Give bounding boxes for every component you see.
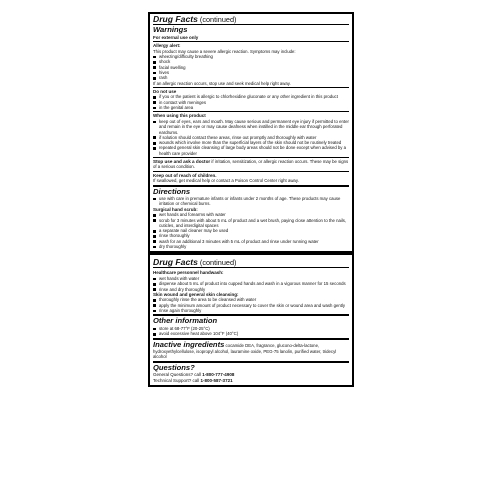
- divider: [153, 111, 349, 112]
- list-item: dispense about 5 mL of product into cupped hands and wash in a vigorous manner for 15 seconds: [153, 281, 349, 286]
- allergy-alert-text: This product may cause a severe allergic reaction. Symptoms may include:: [153, 48, 296, 54]
- healthcare-handwash-title: Healthcare personnel handwash:: [153, 270, 224, 276]
- drug-facts-header: [153, 257, 349, 268]
- directions-title: Directions: [153, 186, 191, 196]
- stop-use-text: if irritation, sensitization, or allergic reaction occurs. These may be signs of a serious condition.: [153, 159, 349, 170]
- technical-support-label: Technical Support? call: [153, 377, 200, 383]
- stop-use-title: Stop use and ask a doctor: [153, 159, 211, 165]
- allergy-alert-title: Allergy alert:: [153, 43, 181, 49]
- general-questions-phone: 1-800-777-4908: [202, 372, 235, 378]
- list-item: hives: [153, 70, 349, 75]
- list-item: wounds which involve more than the superficial layers of the skin should not be routinely treated: [153, 140, 349, 145]
- list-item: if solution should contact these areas, rinse out promptly and thoroughly with water: [153, 135, 349, 140]
- list-item: store at 68-77°F (20-25°C): [153, 326, 349, 331]
- list-item: in contact with meninges: [153, 100, 349, 105]
- list-item: scrub for 3 minutes with about 5 mL of product and a wet brush, paying close attention to the nails, cuticles, and interdigital spaces: [153, 218, 349, 229]
- list-item: wet hands and forearms with water: [153, 212, 349, 217]
- skin-cleansing-title: Skin wound and general skin cleansing:: [153, 291, 239, 297]
- list-item: dry thoroughly: [153, 244, 349, 249]
- inactive-ingredients-text: cocamide DEA, fragrance, glucono-delta-lactone, hydroxyethylcellulose, isopropyl alcohol, lauramine oxide, PEG-75 lanolin, purified water, tridecyl alcohol: [153, 342, 337, 360]
- drug-facts-continued: (continued): [199, 15, 237, 24]
- questions-title: Questions?: [153, 362, 195, 372]
- drug-facts-title: Drug Facts: [153, 14, 198, 24]
- list-item: apply the minimum amount of product necessary to cover the skin or wound area and wash gently: [153, 303, 349, 308]
- section-break: [150, 251, 352, 255]
- list-item: rinse thoroughly: [153, 233, 349, 238]
- inactive-ingredients-title: Inactive ingredients: [153, 339, 225, 349]
- do-not-use-title: Do not use: [153, 88, 177, 94]
- list-item: wheezing/difficulty breathing: [153, 54, 349, 59]
- list-item: use with care in premature infants or infants under 2 months of age. These products may cause irritation or chemical burns.: [153, 196, 349, 207]
- drug-facts-panel: [148, 12, 354, 387]
- list-item: wet hands with water: [153, 276, 349, 281]
- inactive-ingredients-block: [153, 341, 349, 360]
- surgical-scrub-title: Surgical hand scrub:: [153, 206, 198, 212]
- list-item: repeated general skin cleansing of large body areas should not be done except when advised by a health care provider: [153, 145, 349, 156]
- list-item: shock: [153, 59, 349, 64]
- warnings-title: Warnings: [153, 25, 188, 34]
- allergy-after-text: If an allergic reaction occurs, stop use and seek medical help right away.: [153, 80, 291, 86]
- keep-out-text: If swallowed, get medical help or contact a Poison Control Center right away.: [153, 178, 299, 184]
- drug-facts-header: [153, 14, 349, 25]
- list-item: wash for an additional 3 minutes with 5 mL of product and rinse under running water: [153, 239, 349, 244]
- divider: [153, 87, 349, 88]
- drug-facts-continued: (continued): [199, 258, 237, 268]
- list-item: rinse again thoroughly: [153, 308, 349, 313]
- list-item: keep out of eyes, ears and mouth. May cause serious and permanent eye injury if permitted to enter and remain in the eye or may cause deafness when instilled in the middle ear through perforated eardrums.: [153, 119, 349, 135]
- list-item: in the genital area: [153, 105, 349, 110]
- list-item: a separate nail cleaner may be used: [153, 228, 349, 233]
- list-item: rash: [153, 75, 349, 80]
- divider: [153, 41, 349, 42]
- list-item: thoroughly rinse the area to be cleansed with water: [153, 297, 349, 302]
- list-item: avoid excessive heat above 104°F (40°C): [153, 331, 349, 336]
- when-using-title: When using this product: [153, 113, 206, 119]
- list-item: if you or the patient is allergic to chlorhexidine gluconate or any other ingredient in this product: [153, 94, 349, 99]
- list-item: facial swelling: [153, 65, 349, 70]
- technical-support-line: [153, 378, 349, 384]
- list-item: rinse and dry thoroughly: [153, 287, 349, 292]
- other-info-title: Other information: [153, 316, 218, 326]
- divider: [153, 157, 349, 158]
- external-use-label: For external use only: [153, 34, 199, 40]
- general-questions-label: General Questions? call: [153, 372, 202, 378]
- drug-facts-title: Drug Facts: [153, 257, 198, 268]
- divider: [153, 171, 349, 172]
- keep-out-title: Keep out of reach of children.: [153, 172, 217, 178]
- technical-support-phone: 1-800-587-3721: [200, 377, 233, 383]
- stop-use-block: [153, 159, 349, 170]
